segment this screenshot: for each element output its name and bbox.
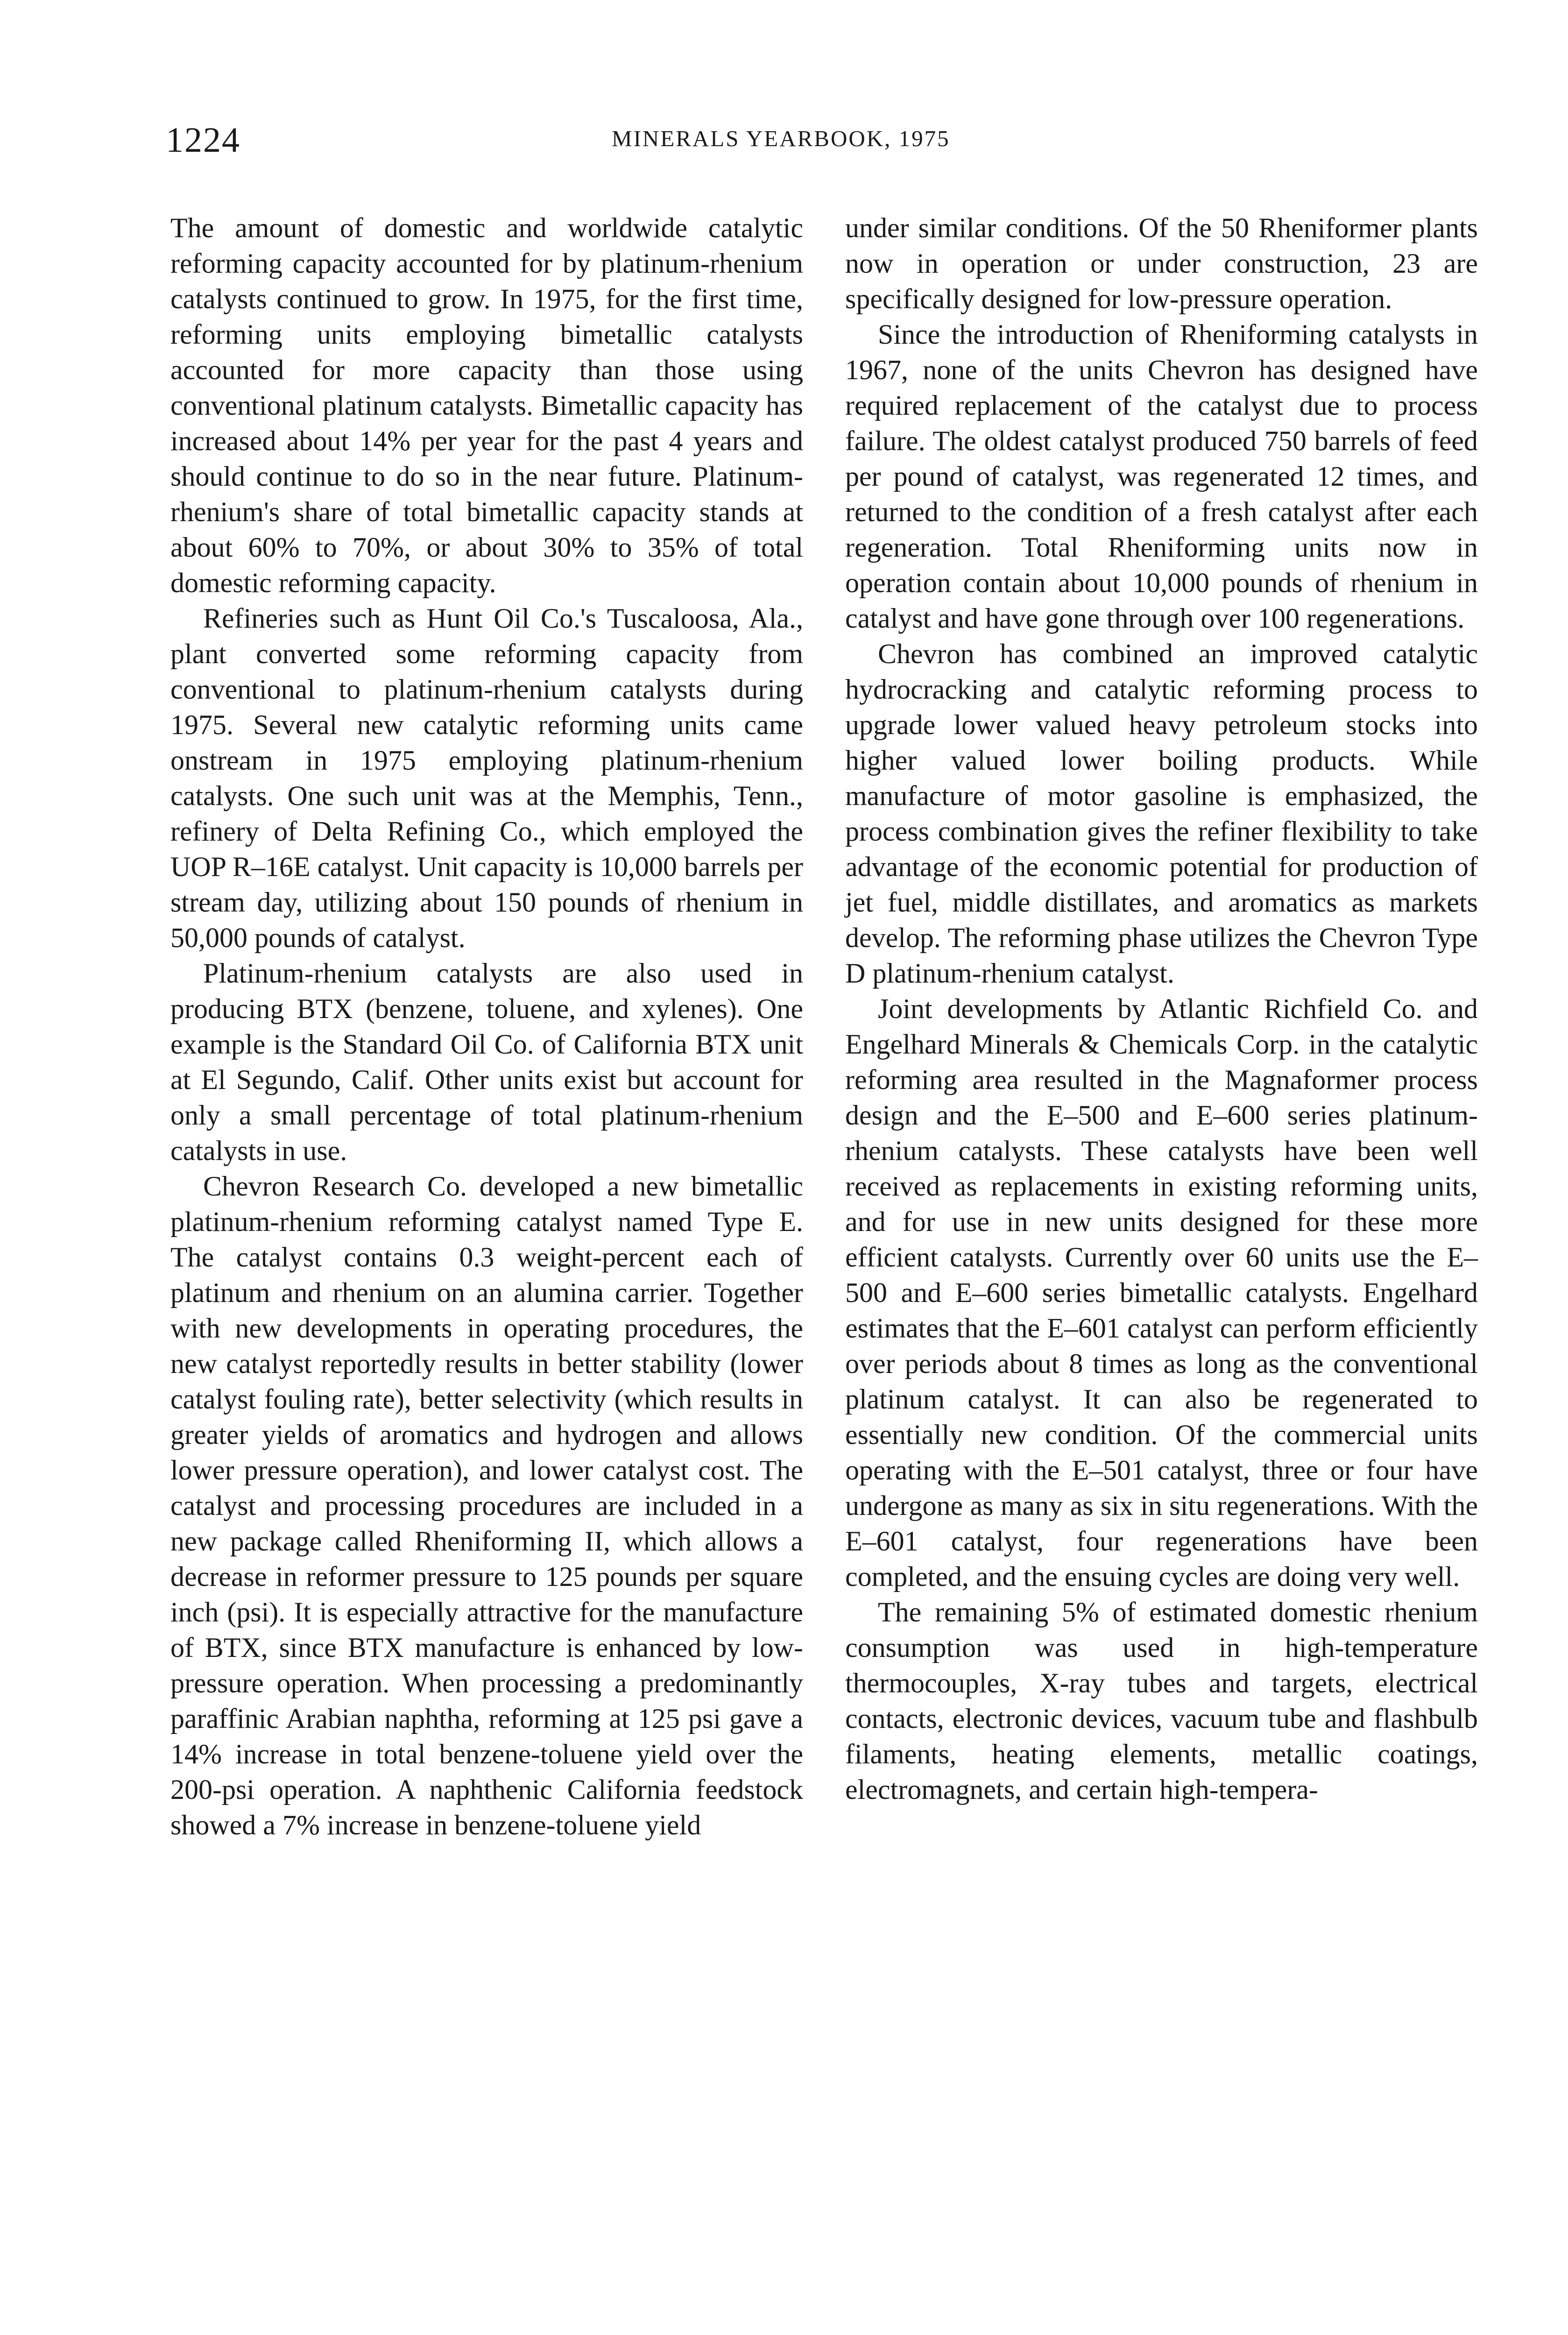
paragraph: Chevron has combined an improved catalytic hydrocracking and catalytic reforming process to upgrade lower valued heavy petroleum stocks into higher valued lower boiling products. While manufacture of motor gasoline is emphasized, the process combination gives the refiner flexibility to take advantage of the economic potential for production of jet fuel, middle distillates, and aromatics as markets develop. The reforming phase utilizes the Chevron Type D platinum-rhenium catalyst. (845, 638, 1478, 989)
paragraph: Platinum-rhenium catalysts are also used in producing BTX (benzene, toluene, and xylenes). One example is the Standard Oil Co. of California BTX unit at El Segundo, Calif. Other units exist but account for only a small percentage of total platinum-rhenium catalysts in use. (170, 958, 803, 1166)
right-column (845, 210, 1478, 1807)
left-column (170, 210, 803, 1843)
paragraph: Since the introduction of Rheniforming catalysts in 1967, none of the units Chevron has designed have required replacement of the catalyst due to process failure. The oldest catalyst produced 750 barrels of feed per pound of catalyst, was regenerated 12 times, and returned to the condition of a fresh catalyst after each regeneration. Total Rheniforming units now in operation contain about 10,000 pounds of rhenium in catalyst and have gone through over 100 regenerations. (845, 319, 1478, 634)
page-number: 1224 (166, 120, 240, 160)
paragraph: Joint developments by Atlantic Richfield Co. and Engelhard Minerals & Chemicals Corp. in the catalytic reforming area resulted in the Magnaformer process design and the E–500 and E–600 series platinum-rhenium catalysts. These catalysts have been well received as replacements in existing reforming units, and for use in new units designed for these more efficient catalysts. Currently over 60 units use the E–500 and E–600 series bimetallic catalysts. Engelhard estimates that the E–601 catalyst can perform efficiently over periods about 8 times as long as the conventional platinum catalyst. It can also be regenerated to essentially new condition. Of the commercial units operating with the E–501 catalyst, three or four have undergone as many as six in situ regenerations. With the E–601 catalyst, four regenerations have been completed, and the ensuing cycles are doing very well. (845, 993, 1478, 1592)
paragraph: The remaining 5% of estimated domestic rhenium consumption was used in high-temperature thermocouples, X-ray tubes and targets, electrical contacts, electronic devices, vacuum tube and flashbulb filaments, heating elements, metallic coatings, electromagnets, and certain high-tempera- (845, 1597, 1478, 1805)
paragraph: The amount of domestic and worldwide catalytic reforming capacity accounted for by platinum-rhenium catalysts continued to grow. In 1975, for the first time, reforming units employing bimetallic catalysts accounted for more capacity than those using conventional platinum catalysts. Bimetallic capacity has increased about 14% per year for the past 4 years and should continue to do so in the near future. Platinum-rhenium's share of total bimetallic capacity stands at about 60% to 70%, or about 30% to 35% of total domestic reforming capacity. (170, 212, 803, 598)
paragraph: Chevron Research Co. developed a new bimetallic platinum-rhenium reforming catalyst named Type E. The catalyst contains 0.3 weight-percent each of platinum and rhenium on an alumina carrier. Together with new developments in operating procedures, the new catalyst reportedly results in better stability (lower catalyst fouling rate), better selectivity (which results in greater yields of aromatics and hydrogen and allows lower pressure operation), and lower catalyst cost. The catalyst and processing procedures are included in a new package called Rheniforming II, which allows a decrease in reformer pressure to 125 pounds per square inch (psi). It is especially attractive for the manufacture of BTX, since BTX manufacture is enhanced by low-pressure operation. When processing a predominantly paraffinic Arabian naphtha, reforming at 125 psi gave a 14% increase in total benzene-toluene yield over the 200-psi operation. A naphthenic California feedstock showed a 7% increase in benzene-toluene yield (170, 1171, 803, 1840)
paragraph: Refineries such as Hunt Oil Co.'s Tuscaloosa, Ala., plant converted some reforming capacity from conventional to platinum-rhenium catalysts during 1975. Several new catalytic reforming units came onstream in 1975 employing platinum-rhenium catalysts. One such unit was at the Memphis, Tenn., refinery of Delta Refining Co., which employed the UOP R–16E catalyst. Unit capacity is 10,000 barrels per stream day, utilizing about 150 pounds of rhenium in 50,000 pounds of catalyst. (170, 603, 803, 953)
running-title: MINERALS YEARBOOK, 1975 (612, 126, 950, 151)
paragraph: under similar conditions. Of the 50 Rheniformer plants now in operation or under construction, 23 are specifically designed for low-pressure operation. (845, 212, 1478, 314)
